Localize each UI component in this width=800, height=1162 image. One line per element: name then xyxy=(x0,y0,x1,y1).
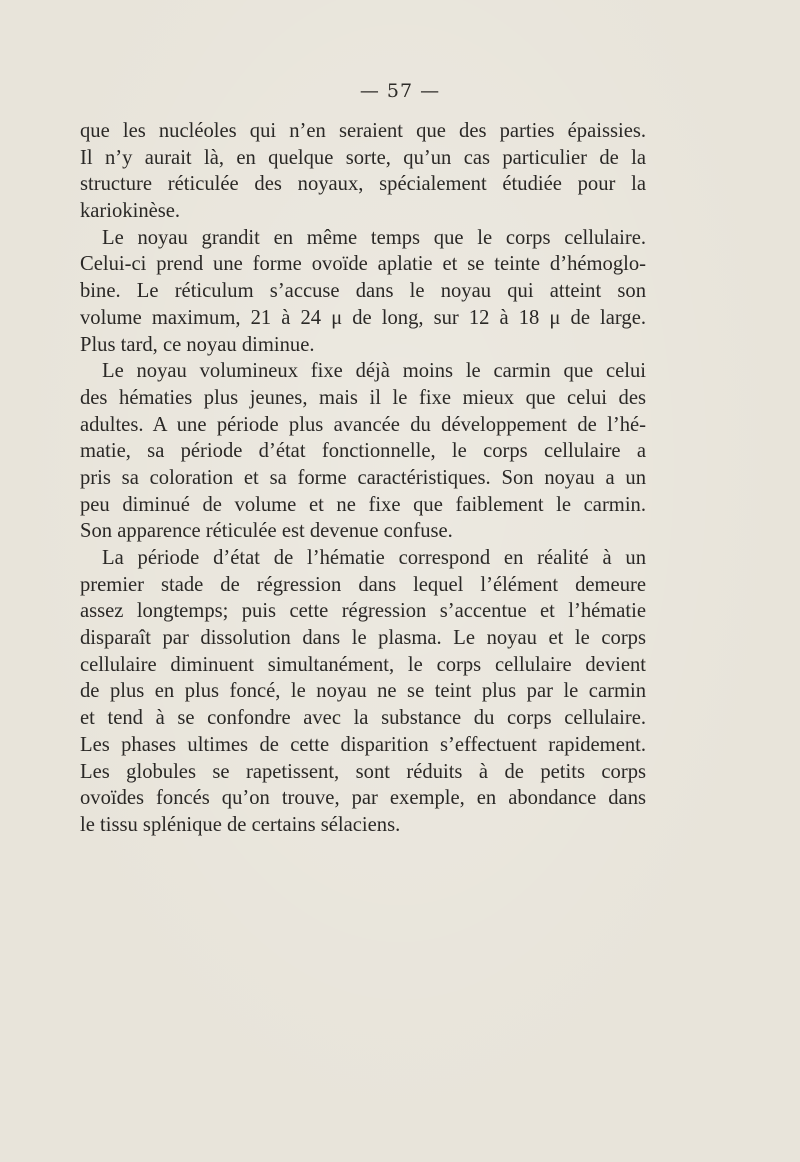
text-line: Celui-ci prend une forme ovoïde aplatie et se teinte d’hémoglo- xyxy=(80,253,646,276)
text-line: adultes. A une période plus avancée du développement de l’hé- xyxy=(80,413,646,436)
text-line: kariokinèse. xyxy=(80,200,181,223)
text-line: que les nucléoles qui n’en seraient que des parties épaissies. xyxy=(80,120,646,142)
text-line: ovoïdes foncés qu’on trouve, par exemple, en abondance dans xyxy=(80,787,646,810)
text-line: premier stade de régression dans lequel l’élément demeure xyxy=(80,573,646,596)
text-line: pris sa coloration et sa forme caractéristiques. Son noyau a un xyxy=(80,466,646,489)
page-number: — 57 — xyxy=(359,80,441,102)
text-line: peu diminué de volume et ne fixe que faiblement le carmin. xyxy=(80,493,646,516)
paragraph-4 xyxy=(80,545,646,839)
text-line: Le noyau grandit en même temps que le corps cellulaire. xyxy=(102,226,646,249)
text-line: Le noyau volumineux fixe déjà moins le carmin que celui xyxy=(102,360,646,383)
text-line: volume maximum, 21 à 24 μ de long, sur 12 à 18 μ de large. xyxy=(80,306,646,329)
text-line: Les globules se rapetissent, sont réduits à de petits corps xyxy=(80,760,646,783)
text-line: assez longtemps; puis cette régression s’accentue et l’hématie xyxy=(80,600,646,623)
text-line: Plus tard, ce noyau diminue. xyxy=(80,333,315,356)
text-line: bine. Le réticulum s’accuse dans le noyau qui atteint son xyxy=(80,280,646,303)
text-line: Son apparence réticulée est devenue confuse. xyxy=(80,520,453,543)
paragraph-2 xyxy=(80,225,646,358)
text-line: le tissu splénique de certains sélaciens. xyxy=(80,813,401,836)
text-line: cellulaire diminuent simultanément, le corps cellulaire devient xyxy=(80,653,646,676)
text-line: des hématies plus jeunes, mais il le fixe mieux que celui des xyxy=(80,386,646,409)
text-line: et tend à se confondre avec la substance du corps cellulaire. xyxy=(80,707,646,730)
text-line: La période d’état de l’hématie correspond en réalité à un xyxy=(102,547,646,569)
paragraph-3 xyxy=(80,358,646,545)
paragraph-1 xyxy=(80,118,646,225)
text-line: structure réticulée des noyaux, spécialement étudiée pour la xyxy=(80,173,646,196)
body-text xyxy=(80,118,646,839)
text-line: disparaît par dissolution dans le plasma. Le noyau et le corps xyxy=(80,627,646,650)
text-line: Il n’y aurait là, en quelque sorte, qu’un cas particulier de la xyxy=(80,146,646,169)
text-line: de plus en plus foncé, le noyau ne se teint plus par le carmin xyxy=(80,680,646,703)
text-line: matie, sa période d’état fonctionnelle, le corps cellulaire a xyxy=(80,440,646,463)
text-line: Les phases ultimes de cette disparition s’effectuent rapidement. xyxy=(80,733,646,756)
